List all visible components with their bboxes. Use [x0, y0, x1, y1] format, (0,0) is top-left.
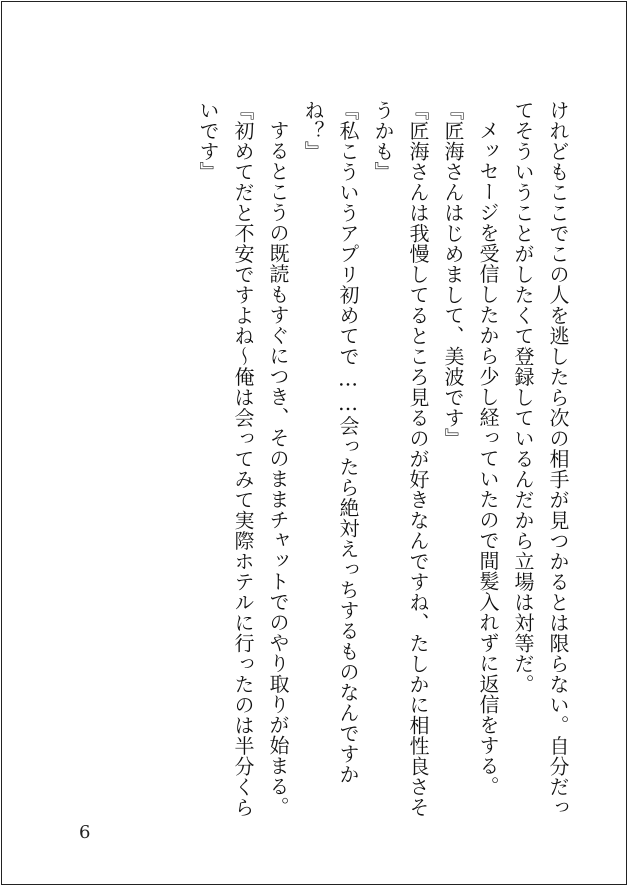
reply-dialogue: 『初めてだと不安ですよね〜俺は会ってみて実際ホテルに行ったのは半分くらいです』 — [196, 100, 255, 818]
paragraph-1: けれどもここでこの人を逃したら次の相手が見つかるとは限らない。自分だってそういうことがしたくて登録しているんだから立場は対等だ。 — [511, 100, 570, 818]
page-number: 6 — [79, 822, 91, 843]
dialogue-3: 『私こういうアプリ初めてで……会ったら絶対えっちするものなんですかね？』 — [301, 100, 360, 785]
dialogue-1: 『匠海さんはじめまして、美波です』 — [441, 100, 465, 449]
dialogue-2: 『匠海さんは我慢してるところ見るのが好きなんですね、たしかに相性良さそうかも』 — [371, 100, 430, 818]
paragraph-2: メッセージを受信したから少し経っていたので間髪入れずに返信をする。 — [476, 120, 500, 797]
vertical-text-body — [55, 100, 575, 820]
narration-paragraph: するとこうの既読もすぐにつき、そのままチャットでのやり取りが始まる。 — [266, 120, 290, 817]
